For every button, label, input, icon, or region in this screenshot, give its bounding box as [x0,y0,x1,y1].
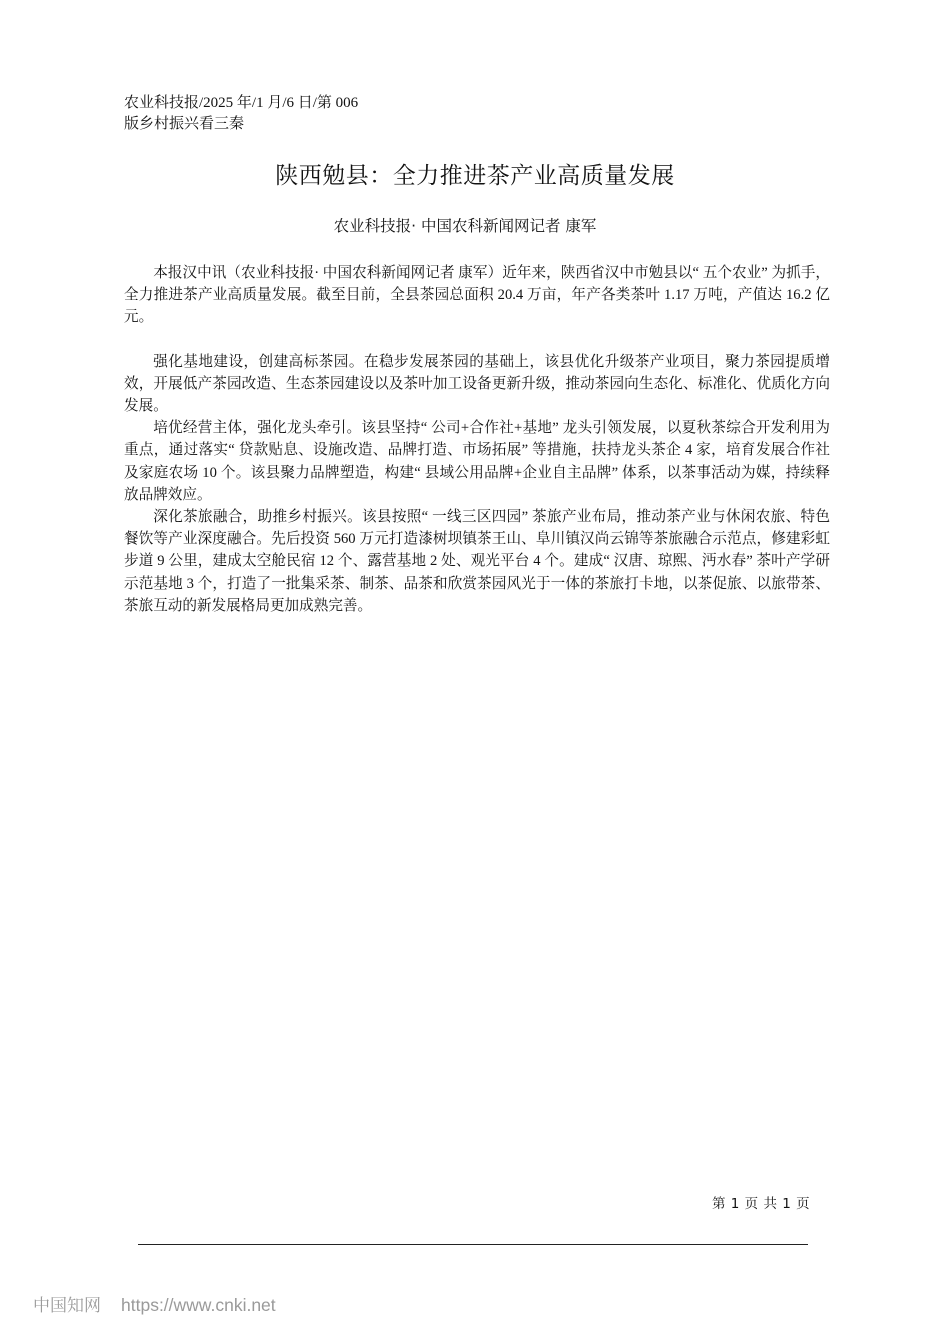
footer-divider [138,1244,808,1245]
article-paragraph-lead: 本报汉中讯（农业科技报· 中国农科新闻网记者 康军）近年来，陕西省汉中市勉县以“ 五个农业” 为抓手，全力推进茶产业高质量发展。截至目前，全县茶园总面积 20.4 万亩，年产各类茶叶 1.17 万吨，产值达 16.2 亿元。 [124,265,830,326]
cnki-watermark [33,1294,276,1317]
source-citation [124,93,524,135]
watermark-url: https://www.cnki.net [121,1295,276,1315]
article-title: 陕西勉县：全力推进茶产业高质量发展 [275,163,675,189]
page-indicator: 第 1 页 共 1 页 [712,1196,810,1212]
source-citation-line-1: 农业科技报/2025 年/1 月/6 日/第 006 [124,95,359,111]
watermark-brand: 中国知网 [33,1296,101,1316]
article-byline: 农业科技报· 中国农科新闻网记者 康军 [333,217,597,235]
article-paragraph: 深化茶旅融合，助推乡村振兴。该县按照“ 一线三区四园” 茶旅产业布局，推动茶产业与休闲农旅、特色餐饮等产业深度融合。先后投资 560 万元打造漆树坝镇茶王山、阜川镇汉尚云锦等茶旅融合示范点，修建彩虹步道 9 公里，建成太空舱民宿 12 个、露营基地 2 处、观光平台 4 个。建成“ 汉唐、琼熙、沔水春” 茶叶产学研示范基地 3 个，打造了一批集采茶、制茶、品茶和欣赏茶园风光于一体的茶旅打卡地，以茶促旅、以旅带茶、茶旅互动的新发展格局更加成熟完善。 [124,509,830,614]
article-body [124,262,830,617]
source-citation-line-2: 版乡村振兴看三秦 [124,116,245,132]
article-paragraph: 培优经营主体，强化龙头牵引。该县坚持“ 公司+合作社+基地” 龙头引领发展，以夏秋茶综合开发利用为重点，通过落实“ 贷款贴息、设施改造、品牌打造、市场拓展” 等措施，扶持龙头茶企 4 家，培育发展合作社及家庭农场 10 个。该县聚力品牌塑造，构建“ 县域公用品牌+企业自主品牌” 体系，以茶事活动为媒，持续释放品牌效应。 [124,420,830,503]
article-paragraph: 强化基地建设，创建高标茶园。在稳步发展茶园的基础上，该县优化升级茶产业项目，聚力茶园提质增效，开展低产茶园改造、生态茶园建设以及茶叶加工设备更新升级，推动茶园向生态化、标准化、优质化方向发展。 [124,353,830,415]
